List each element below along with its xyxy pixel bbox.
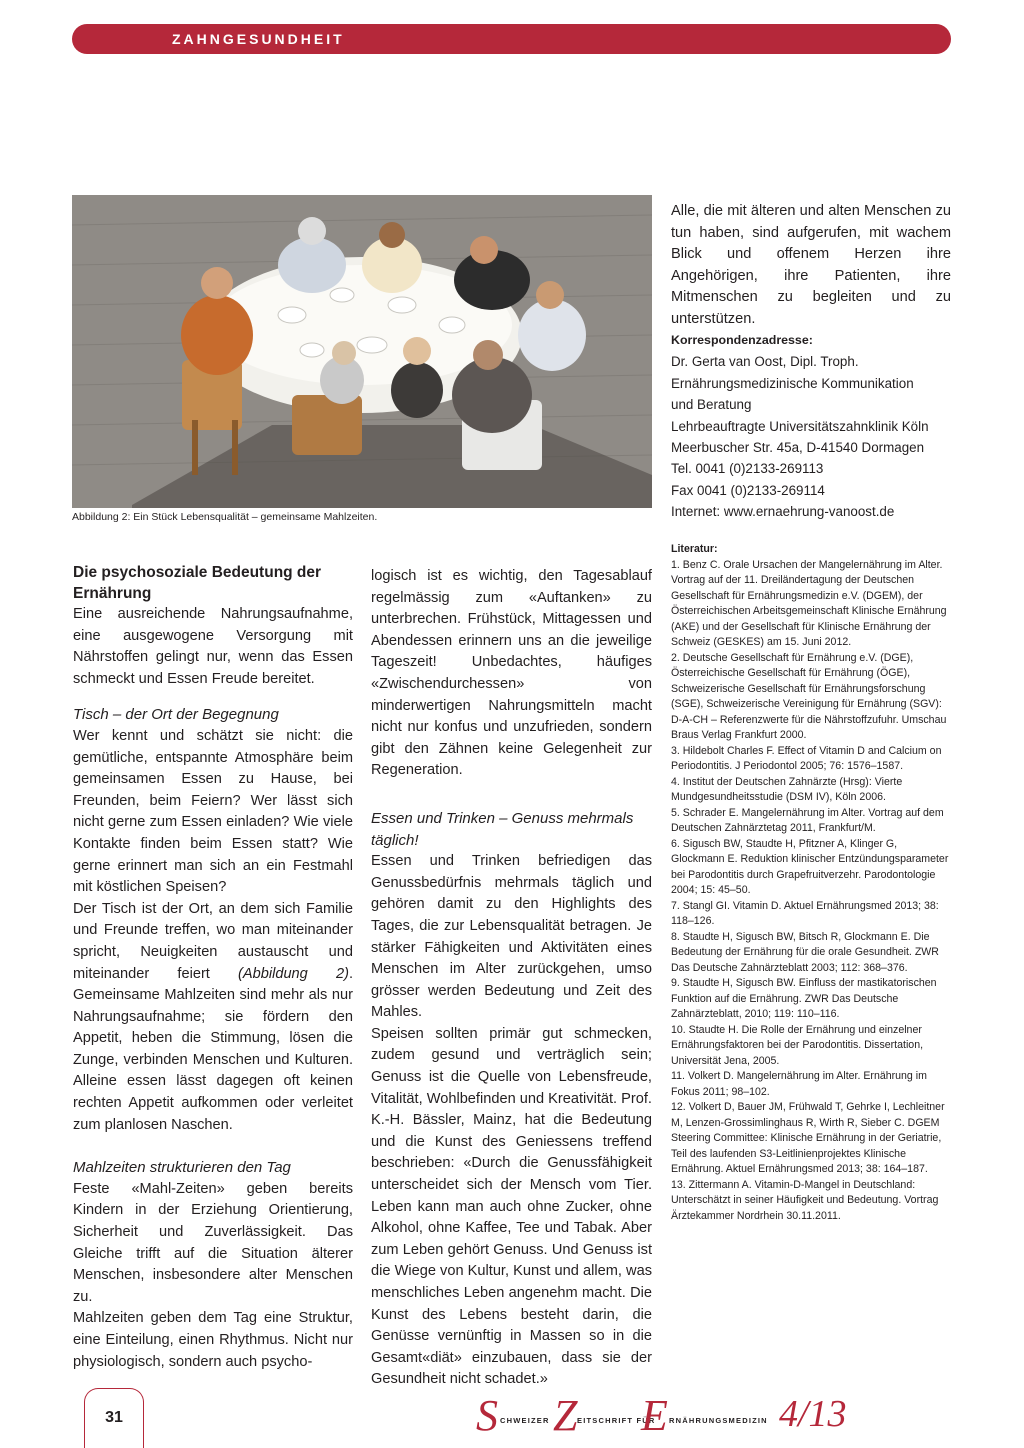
journal-word-2: EITSCHRIFT FÜR (577, 1416, 656, 1425)
journal-letter-e: E (641, 1391, 668, 1440)
section-header-bar (72, 24, 951, 54)
reference-item: 6. Sigusch BW, Staudte H, Pfitzner A, Klinger G, Glockmann E. Reduktion klinischer Entzündungsparameter bei Parodontitis durch Grapefruitverzehr. Parodontologie 2004; 15: 45–50. (671, 837, 949, 896)
figure-caption: Abbildung 2: Ein Stück Lebensqualität – gemeinsame Mahlzeiten. (72, 511, 378, 523)
paragraph: Speisen sollten primär gut schmecken, zudem gesund und verträglich sein; Genuss ist die Quelle von Lebensfreude, Vitalität, Wohlbefinden und Kreativität. Prof. K.-H. Bässler, Mainz, hat die Bedeutung und die Kunst des Geniessens treffend beschrieben: «Durch die Genussfähigkeit unterscheidet sich der Mensch vom Tier. Leben kann man auch ohne Zucker, ohne Alkohol, ohne Kaffee, Tee und Tabak. Aber zum Leben gehört Genuss. Und Genuss ist die Wiege von Kultur, Kunst und allem, was menschliches Leben angenehm macht. Die Kunst des Lebens besteht darin, die Genüsse vernünftig in Massen so in die Gesamt«diät» einzubauen, dass sie der Gesundheit nicht schadet.» (371, 1025, 652, 1388)
subheading: Tisch – der Ort der Begegnung (73, 706, 279, 724)
reference-item: 9. Staudte H, Sigusch BW. Einfluss der mastikatorischen Funktion auf die Ernährung. ZWR Das Deutsche Zahnärzteblatt, 2010; 119: 110–116. (671, 977, 937, 1020)
reference-item: 4. Institut der Deutschen Zahnärzte (Hrsg): Vierte Mundgesundheitsstudie (DSM IV), Köln 2006. (671, 775, 903, 803)
paragraph: Der Tisch ist der Ort, an dem sich Familie und Freunde treffen, wo man miteinander spricht, Neuigkeiten austauscht und miteinander feiert (Abbildung 2). Gemeinsame Mahlzeiten sind mehr als nur Nahrungsaufnahme; sie fördern den Appetit, heben die Stimmung, lösen die Zunge, verbinden Menschen und Kulturen. Alleine essen lässt dagegen oft keinen rechten Appetit aufkommen oder verleitet zum planlosen Naschen. (73, 900, 353, 1133)
column-2 (371, 566, 652, 1391)
page-number-box (84, 1388, 144, 1448)
reference-item: 11. Volkert D. Mangelernährung im Alter. Ernährung im Fokus 2011; 98–102. (671, 1070, 927, 1098)
journal-word-1: CHWEIZER (500, 1416, 550, 1425)
journal-logo (476, 1391, 856, 1444)
correspondence-address (671, 330, 951, 523)
column-3 (671, 201, 951, 331)
reference-item: 13. Zittermann A. Vitamin-D-Mangel in Deutschland: Unterschätzt in seiner Häufigkeit und Bedeutung. Vortrag Ärztekammer Nordrhein 30.11.2011. (671, 1178, 939, 1222)
page-number: 31 (105, 1409, 123, 1426)
reference-item: 7. Stangl GI. Vitamin D. Aktuel Ernährungsmed 2013; 38: 118–126. (671, 899, 939, 927)
references (671, 542, 953, 1224)
address-line: Meerbuscher Str. 45a, D-41540 Dormagen (671, 440, 925, 456)
paragraph: Feste «Mahl-Zeiten» geben bereits Kindern in der Erziehung Orientierung, Sicherheit und Zuverlässigkeit. Das Gleiche trifft auf die Situation älterer Menschen, insbesondere alter Menschen zu. (73, 1180, 353, 1305)
journal-issue: 4/13 (779, 1393, 847, 1435)
paragraph: logisch ist es wichtig, den Tagesablauf regelmässig zum «Auftanken» zu unterbrechen. Frühstück, Mittagessen und Abendessen erinnern uns an die jeweilige Tageszeit! Unbedachtes, häufiges «Zwischendurchessen» von minderwertigen Nahrungsmitteln macht nicht nur konfus und unzufrieden, sondern gibt den Zähnen keine Gelegenheit zur Regeneration. (371, 568, 652, 779)
reference-item: 8. Staudte H, Sigusch BW, Bitsch R, Glockmann E. Die Bedeutung der Ernährung für die orale Gesundheit. ZWR Das Deutsche Zahnärzteblatt 2003; 112: 368–376. (671, 930, 939, 974)
references-title: Literatur: (671, 543, 718, 555)
paragraph: Eine ausreichende Nahrungsaufnahme, eine ausgewogene Versorgung mit Nährstoffen gelingt nur, wenn das Essen schmeckt und Essen Freude bereitet. (73, 606, 353, 687)
address-line: Fax 0041 (0)2133-269114 (671, 482, 825, 498)
reference-item: 1. Benz C. Orale Ursachen der Mangelernährung im Alter. Vortrag auf der 11. Dreiländertagung der Deutschen Gesellschaft für Ernährungsmedizin e.V. (DGEM), der Österreichischen Arbeitsgemeinschaft Klinische Ernährung (AKE) und der Gesellschaft für Klinische Ernährung der Schweiz (GESKES) am 15. Juni 2012. (671, 558, 947, 648)
address-line: Lehrbeauftragte Universitätszahnklinik Köln (671, 418, 929, 434)
paragraph: Mahlzeiten geben dem Tag eine Struktur, eine Einteilung, einen Rhythmus. Nicht nur physiologisch, sondern auch psycho- (73, 1310, 353, 1370)
address-website: Internet: www.ernaehrung-vanoost.de (671, 504, 895, 520)
photo-family-meal (72, 195, 652, 508)
journal-letter-s: S (476, 1391, 498, 1440)
address-title: Korrespondenzadresse: (671, 333, 813, 347)
figure-reference: (Abbildung 2) (238, 965, 349, 982)
subheading: Essen und Trinken – Genuss mehrmals täglich! (371, 809, 634, 849)
address-line: Tel. 0041 (0)2133-269113 (671, 461, 824, 477)
address-line: Dr. Gerta van Oost, Dipl. Troph. (671, 354, 859, 370)
reference-item: 5. Schrader E. Mangelernährung im Alter. Vortrag auf dem Deutschen Zahnärztetag 2011, Frankfurt/M. (671, 806, 944, 834)
column-1 (73, 562, 353, 1373)
reference-item: 12. Volkert D, Bauer JM, Frühwald T, Gehrke I, Lechleitner M, Lenzen-Grossimlinghaus R, Wirth R, Sieber C. DGEM Steering Committee: Klinische Ernährung in der Geriatrie, Teil des laufenden S3-Leitlinienprojektes Klinische Ernährung. Aktuel Ernährungsmed 2013; 38: 164–187. (671, 1101, 945, 1175)
subheading: Mahlzeiten strukturieren den Tag (73, 1159, 291, 1177)
reference-item: 10. Staudte H. Die Rolle der Ernährung und einzelner Ernährungsfaktoren bei der Parodontitis. Dissertation, Universität Jena, 2005. (671, 1023, 924, 1067)
reference-item: 2. Deutsche Gesellschaft für Ernährung e.V. (DGE), Österreichische Gesellschaft für Ernährung (ÖGE), Schweizerische Gesellschaft für Ernährungsforschung (SGE), Schweizerische Vereinigung für Ernährung (SGV): D-A-CH – Referenzwerte für die Nährstoffzufuhr. Umschau Braus Verlag Frankfurt 2000. (671, 651, 947, 741)
paragraph: Alle, die mit älteren und alten Menschen zu tun haben, sind aufgerufen, mit wachem Blick und offenem Herzen ihre Angehörigen, ihre Patienten, ihre Mitmenschen zu begleiten und zu unterstützen. (671, 203, 951, 327)
reference-item: 3. Hildebolt Charles F. Effect of Vitamin D and Calcium on Periodontitis. J Periodontol 2005; 76: 1576–1587. (671, 744, 942, 772)
section-title: ZAHNGESUNDHEIT (172, 31, 345, 47)
journal-letter-z: Z (553, 1391, 578, 1440)
address-line: Ernährungsmedizinische Kommunikation (671, 375, 914, 391)
paragraph: Wer kennt und schätzt sie nicht: die gemütliche, entspannte Atmosphäre beim gemeinsamen Essen zu Hause, bei Freunden, beim Feiern? Wer lässt sich nicht gerne zum Essen einladen? Wie viele Kontakte finden beim Essen statt? Wie gerne erinnert man sich an ein Festmahl mit köstlichen Speisen? (73, 727, 353, 896)
section-heading: Die psychosoziale Bedeutung der Ernährung (73, 564, 322, 602)
address-line: und Beratung (671, 397, 752, 413)
paragraph: Essen und Trinken befriedigen das Genussbedürfnis mehrmals täglich und gehören damit zu den Highlights des Tages, die zur Lebensqualität betragen. Je stärker Fähigkeiten und Aktivitäten eines Menschen im Alter zurückgehen, umso grösser werden Bedeutung und Zeit des Mahles. (371, 853, 652, 1021)
photo-illustration (72, 195, 652, 508)
journal-word-3: RNÄHRUNGSMEDIZIN (669, 1416, 768, 1425)
